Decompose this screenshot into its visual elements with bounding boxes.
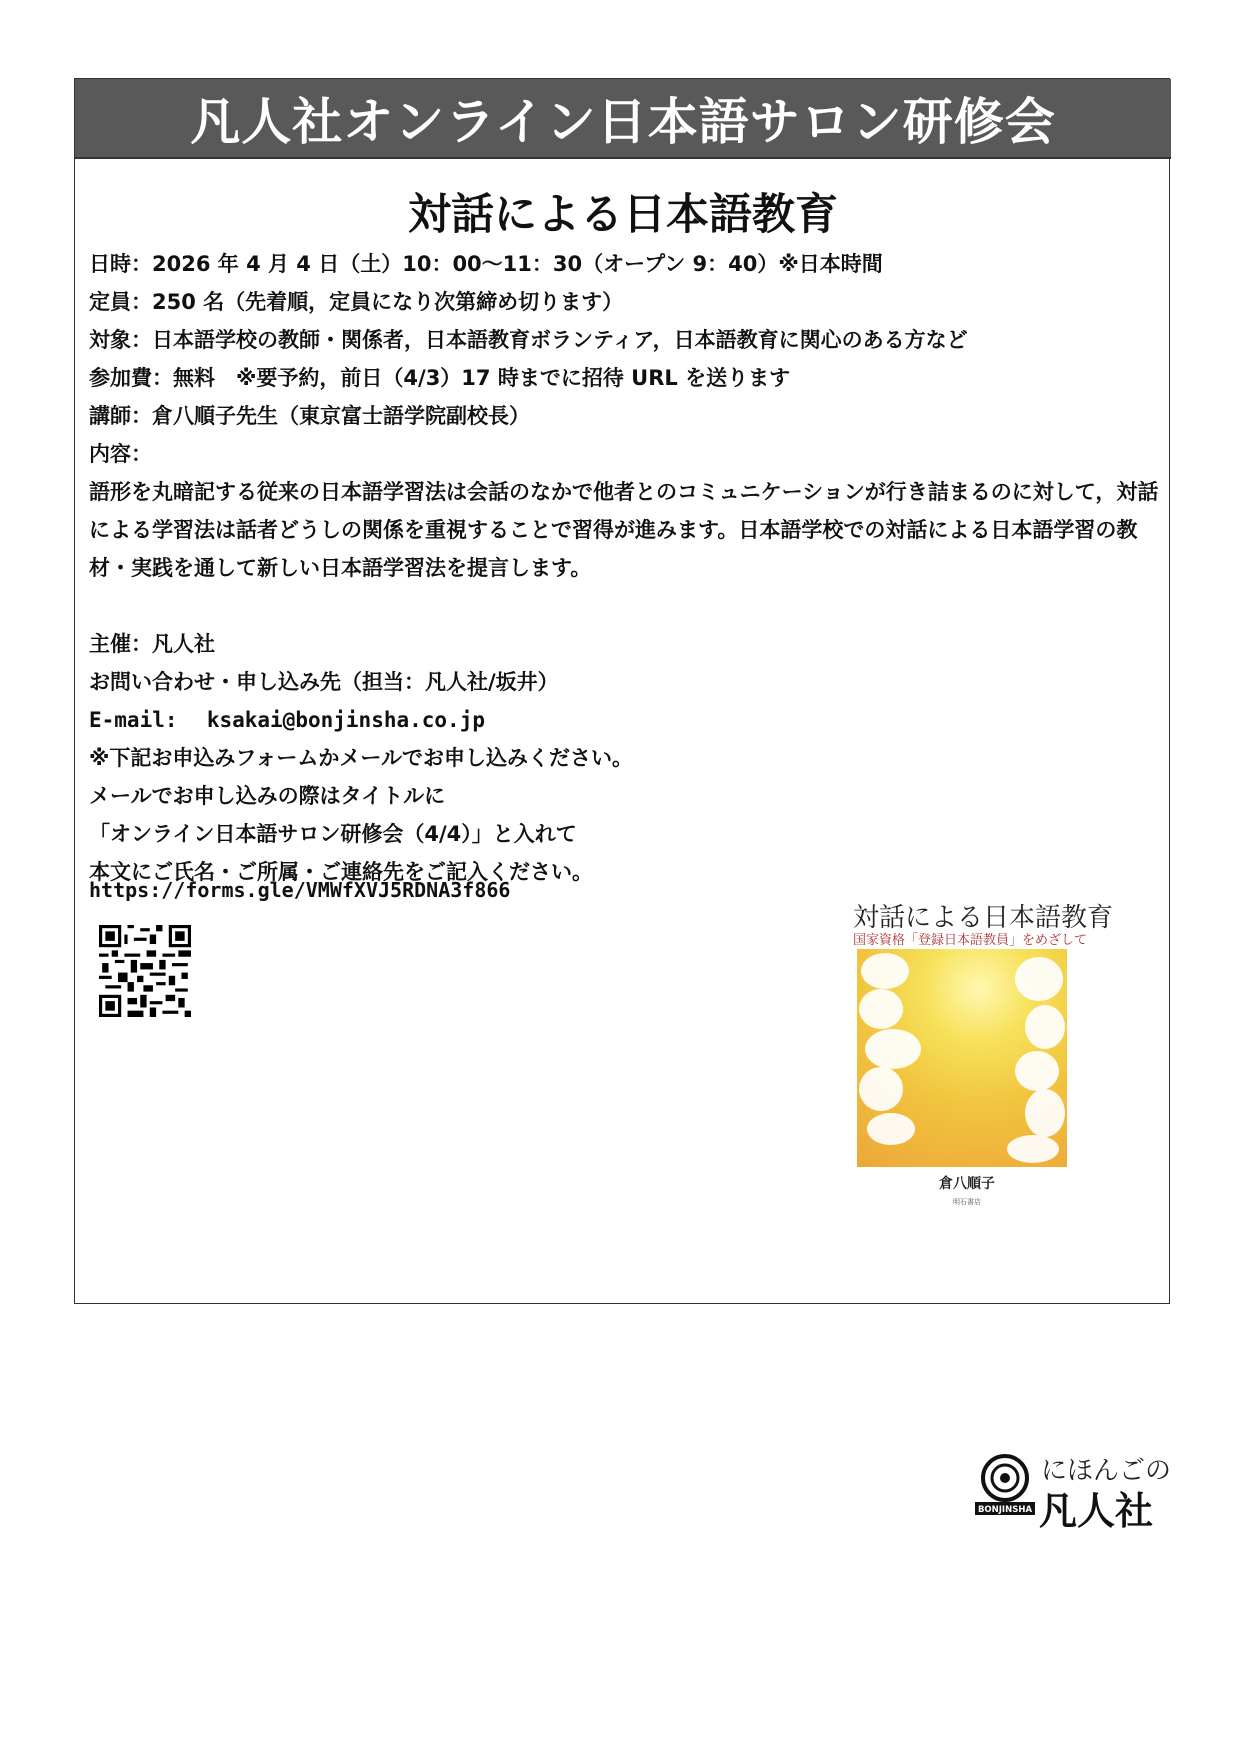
bonjinsha-mark-icon [973,1452,1037,1516]
event-datetime: 日時：2026 年 4 月 4 日（土）10：00〜11：30（オープン 9：40）※日本時間 [89,252,883,276]
event-capacity: 定員：250 名（先着順，定員になり次第締め切ります） [89,290,624,314]
book-title: 対話による日本語教育 [853,903,1114,933]
application-note-1: ※下記お申込みフォームかメールでお申し込みください。 [89,746,633,770]
application-note-4: 本文にご氏名・ご所属・ご連絡先をご記入ください。 [89,860,593,884]
event-fee: 参加費：無料 ※要予約，前日（4/3）17 時までに招待 URL を送ります [89,366,791,390]
banner-title: 凡人社オンライン日本語サロン研修会 [190,93,1056,151]
application-note-3: 「オンライン日本語サロン研修会（4/4）」と入れて [89,822,577,846]
email-label: E-mail: [89,708,178,732]
organizer: 主催：凡人社 [89,632,215,656]
email-link[interactable]: ksakai@bonjinsha.co.jp [206,708,485,732]
event-audience: 対象：日本語学校の教師・関係者，日本語教育ボランティア，日本語教育に関心のある方など [89,328,968,352]
event-title: 対話による日本語教育 [408,190,838,240]
book-publisher: 明石書店 [953,1198,981,1206]
content-description: 語形を丸暗記する従来の日本語学習法は会話のなかで他者とのコミュニケーションが行き詰まるのに対して，対話による学習法は話者どうしの関係を重視することで習得が進みます。日本語学校での対話による日本語学習の教材・実践を通して新しい日本語学習法を提言します。 [89,480,1159,580]
application-note-2: メールでお申し込みの際はタイトルに [89,784,446,808]
logo-name: 凡人社 [1039,1489,1154,1533]
qr-code-icon[interactable] [99,925,191,1017]
book-cover-art [857,949,1067,1167]
event-lecturer: 講師：倉八順子先生（東京富士語学院副校長） [89,404,530,428]
flyer-frame [74,78,1170,1304]
form-url-link[interactable]: https://forms.gle/VMWfXVJ5RDNA3f866 [89,878,511,902]
book-subtitle: 国家資格「登録日本語教員」をめざして [853,933,1088,948]
logo-tagline: にほんごの [1041,1456,1172,1486]
header-banner [75,79,1171,159]
inquiry: お問い合わせ・申し込み先（担当：凡人社/坂井） [89,670,559,694]
book-cover-image [853,897,1114,1295]
bonjinsha-logo [973,1448,1173,1533]
book-author: 倉八順子 [939,1176,995,1192]
content-label: 内容： [89,442,152,466]
svg-text:BONJINSHA: BONJINSHA [977,1505,1033,1515]
email-row [89,701,1159,739]
speech-bubbles-icon [857,949,1067,1167]
event-details [89,245,1159,891]
